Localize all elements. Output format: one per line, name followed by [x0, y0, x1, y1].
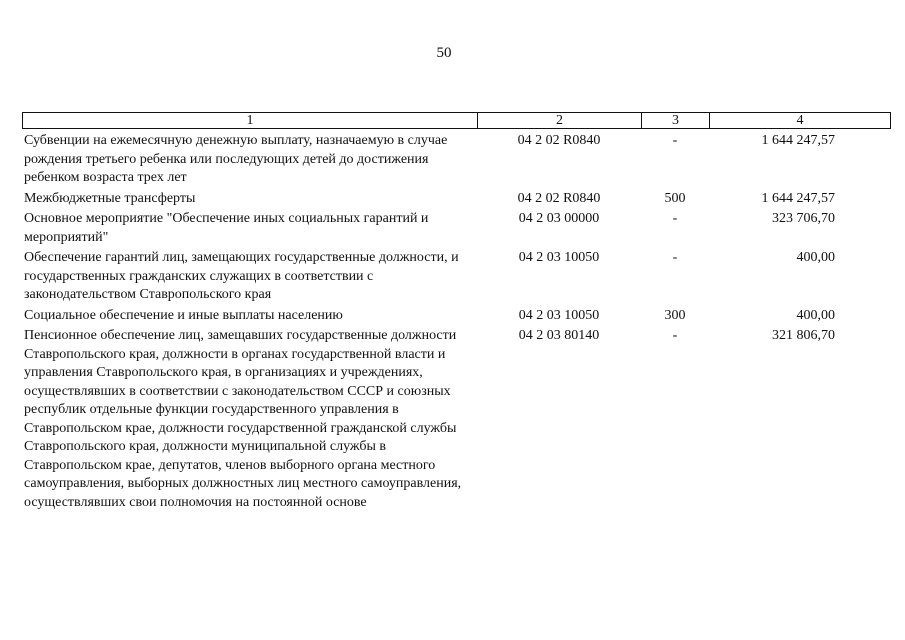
row-code: 04 2 03 10050: [518, 250, 600, 265]
table-row: [22, 210, 891, 247]
row-name: Межбюджетные трансферты: [24, 190, 196, 206]
row-type: -: [672, 250, 678, 265]
row-type: -: [672, 328, 678, 343]
row-name: Социальное обеспечение и иные выплаты населению: [24, 307, 343, 323]
row-amount: 321 806,70: [772, 328, 835, 343]
table-body: [22, 132, 891, 514]
table-row: [22, 307, 891, 326]
row-code: 04 2 03 10050: [518, 307, 600, 323]
header-col-3: 3: [642, 113, 710, 128]
row-name: Субвенции на ежемесячную денежную выплату, назначаемую в случае рождения третьего ребенка или последующих детей до достижения ребенком возраста трех лет: [24, 133, 448, 185]
table-header: [22, 112, 891, 129]
row-amount: 400,00: [796, 307, 835, 323]
row-code: 04 2 02 R0840: [517, 133, 601, 148]
table-row: [22, 327, 891, 512]
row-amount: 400,00: [796, 250, 835, 265]
table-row: [22, 190, 891, 209]
row-type: 500: [664, 190, 686, 206]
row-name: Основное мероприятие "Обеспечение иных социальных гарантий и мероприятий": [24, 211, 429, 245]
row-amount: 323 706,70: [772, 211, 835, 226]
table-row: [22, 249, 891, 305]
row-type: -: [672, 211, 678, 226]
row-type: 300: [664, 307, 686, 323]
header-col-2: 2: [478, 113, 642, 128]
row-code: 04 2 02 R0840: [517, 190, 601, 206]
page-number: 50: [436, 45, 452, 61]
row-type: -: [672, 133, 678, 148]
row-name: Пенсионное обеспечение лиц, замещавших государственные должности Ставропольского края, должности в органах государственной власти и управления Ставропольского края, в организациях и учреждениях, осуществлявших в соответствии с законодательством СССР и союзных республик отдельные функции государственного управления в Ставропольском крае, должности государственной гражданской службы Ставропольского края, должности муниципальной службы в Ставропольском крае, депутатов, членов выборного органа местного самоуправления, выборных должностных лиц местного самоуправления, осуществлявших свои полномочия на постоянной основе: [24, 328, 462, 510]
table-row: [22, 132, 891, 188]
header-col-1: 1: [23, 113, 478, 128]
row-code: 04 2 03 80140: [518, 328, 600, 343]
header-col-4: 4: [796, 113, 804, 128]
row-name: Обеспечение гарантий лиц, замещающих государственные должности, и государственных гражданских служащих в соответствии с законодательством Ставропольского края: [24, 250, 459, 302]
row-amount: 1 644 247,57: [761, 190, 835, 206]
row-amount: 1 644 247,57: [761, 133, 835, 148]
row-code: 04 2 03 00000: [518, 211, 600, 226]
